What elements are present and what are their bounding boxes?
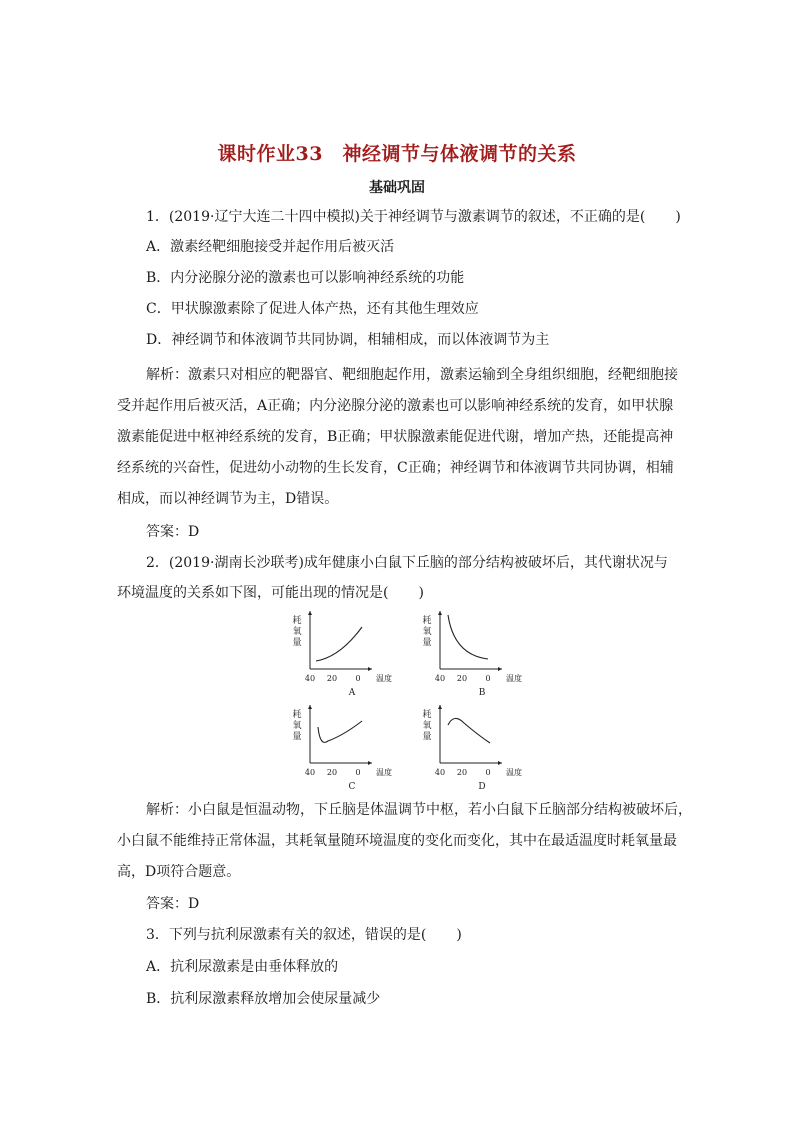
y-axis-label-char: 氧	[422, 721, 432, 731]
x-tick-label: 40	[434, 768, 446, 777]
x-axis-label: 温度	[506, 674, 522, 683]
x-axis-label: 温度	[376, 674, 392, 683]
question-2-explanation-line: 小白鼠不能维持正常体温，其耗氧量随环境温度的变化而变化，其中在最适温度时耗氧量最	[117, 833, 677, 849]
x-tick-label: 20	[326, 768, 338, 777]
y-axis-arrow	[438, 611, 442, 615]
question-1-option-d: D．神经调节和体液调节共同协调，相辅相成，而以体液调节为主	[146, 332, 550, 348]
curve-d	[448, 718, 490, 743]
x-axis-arrow	[498, 761, 502, 765]
panel-label: A	[348, 688, 356, 698]
question-3-option-b: B．抗利尿激素释放增加会使尿量减少	[146, 991, 381, 1007]
graph-panel-c	[292, 705, 392, 792]
x-tick-label: 0	[485, 674, 491, 683]
question-1-explanation-line: 相成，而以神经调节为主，D错误。	[117, 491, 339, 507]
y-axis-label-char: 氧	[292, 721, 302, 731]
question-1-option-c: C．甲状腺激素除了促进人体产热，还有其他生理效应	[146, 301, 479, 317]
graph-panel-a	[292, 611, 392, 698]
section-heading: 基础巩固	[369, 180, 425, 196]
x-axis-arrow	[498, 667, 502, 671]
y-axis-label-char: 耗	[422, 616, 432, 626]
y-axis-label-char: 量	[422, 732, 432, 742]
question-3-paren-close: )	[456, 927, 462, 943]
y-axis-arrow	[308, 611, 312, 615]
curve-a	[316, 627, 362, 661]
y-axis-label-char: 量	[292, 638, 302, 648]
curve-b	[448, 615, 488, 659]
x-tick-label: 0	[355, 768, 361, 777]
y-axis-label-char: 耗	[292, 616, 302, 626]
y-axis-arrow	[308, 705, 312, 709]
x-axis-arrow	[368, 761, 372, 765]
x-tick-label: 20	[456, 768, 468, 777]
y-axis-label-char: 耗	[292, 710, 302, 720]
question-1-option-b: B．内分泌腺分泌的激素也可以影响神经系统的功能	[146, 270, 465, 286]
y-axis-arrow	[438, 705, 442, 709]
question-1-explanation-line: 受并起作用后被灭活，A正确；内分泌腺分泌的激素也可以影响神经系统的发育，如甲状腺	[117, 398, 674, 414]
question-2-paren-close: )	[418, 585, 424, 601]
question-1-option-a: A．激素经靶细胞接受并起作用后被灭活	[146, 239, 395, 255]
x-axis-label: 温度	[376, 768, 392, 777]
x-tick-label: 20	[326, 674, 338, 683]
question-2-explanation-line: 高，D项符合题意。	[117, 864, 241, 880]
question-1-explanation-line: 解析：激素只对相应的靶器官、靶细胞起作用，激素运输到全身组织细胞，经靶细胞接	[146, 367, 678, 383]
x-axis-label: 温度	[506, 768, 522, 777]
x-tick-label: 0	[355, 674, 361, 683]
question-2-answer: 答案：D	[146, 896, 200, 912]
question-2-stem-line: 2．(2019·湖南长沙联考)成年健康小白鼠下丘脑的部分结构被破坏后，其代谢状况与	[146, 555, 668, 571]
graph-panel-d	[422, 705, 522, 792]
page-title: 课时作业33 神经调节与体液调节的关系	[217, 143, 577, 165]
question-1-explanation-line: 经系统的兴奋性，促进幼小动物的生长发育，C正确；神经调节和体液调节共同协调，相辅	[117, 460, 674, 476]
y-axis-label-char: 量	[292, 732, 302, 742]
question-2-stem-text: 环境温度的关系如下图，可能出现的情况是(	[117, 585, 389, 601]
question-3-option-a: A．抗利尿激素是由垂体释放的	[146, 959, 339, 975]
question-3-stem-text: 3．下列与抗利尿激素有关的叙述，错误的是(	[146, 927, 427, 943]
x-axis-arrow	[368, 667, 372, 671]
panel-label: D	[478, 782, 486, 792]
x-tick-label: 0	[485, 768, 491, 777]
question-1-answer: 答案：D	[146, 524, 200, 540]
y-axis-label-char: 量	[422, 638, 432, 648]
x-tick-label: 40	[304, 674, 316, 683]
question-3-stem	[146, 925, 462, 945]
panel-label: B	[478, 688, 486, 698]
question-1-explanation-line: 激素能促进中枢神经系统的发育，B正确；甲状腺激素能促进代谢，增加产热，还能提高神	[117, 429, 674, 445]
y-axis-label-char: 氧	[292, 627, 302, 637]
question-1-stem-text: 1．(2019·辽宁大连二十四中模拟)关于神经调节与激素调节的叙述，不正确的是(	[146, 209, 646, 225]
graph-panel-b	[422, 611, 522, 698]
x-tick-label: 40	[434, 674, 446, 683]
panel-label: C	[348, 782, 356, 792]
curve-c	[318, 721, 362, 742]
x-tick-label: 20	[456, 674, 468, 683]
y-axis-label-char: 氧	[422, 627, 432, 637]
question-2-explanation-line: 解析：小白鼠是恒温动物，下丘脑是体温调节中枢，若小白鼠下丘脑部分结构被破坏后，	[146, 802, 692, 818]
x-tick-label: 40	[304, 768, 316, 777]
y-axis-label-char: 耗	[422, 710, 432, 720]
question-1-paren-close: )	[675, 209, 681, 225]
